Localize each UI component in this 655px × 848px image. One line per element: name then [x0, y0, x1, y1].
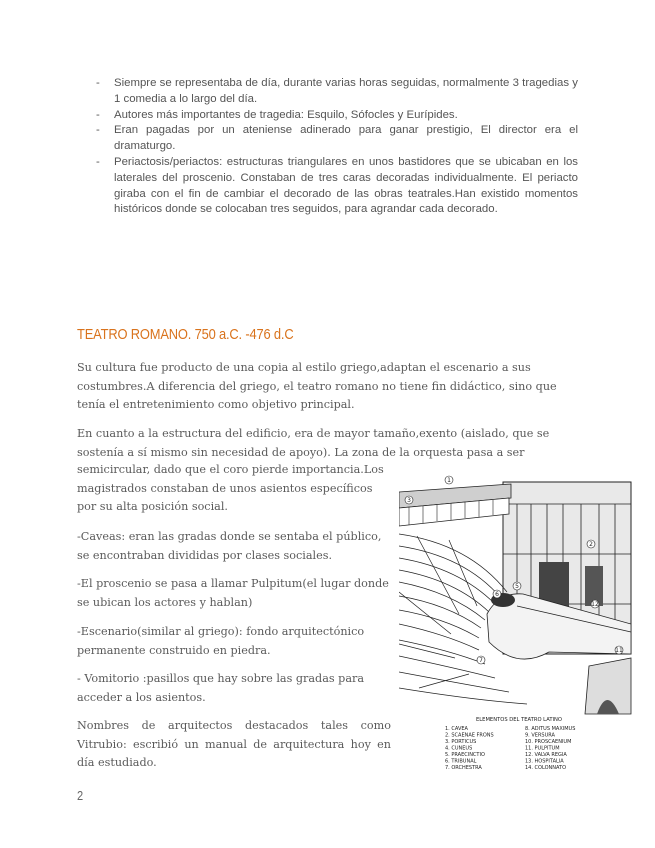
- escenario-paragraph: -Escenario(similar al griego): fondo arquitectónico permanente construido en piedra.: [77, 625, 365, 657]
- structure-paragraph-b: semicircular, dado que el coro pierde importancia.Los magistrados constaban de unos asientos específicos por su alta posición social.: [77, 463, 384, 513]
- legend-item: 10. PROSCAENIUM: [525, 739, 572, 745]
- bullet-list: [96, 76, 578, 218]
- svg-text:12: 12: [591, 601, 599, 608]
- legend-title: ELEMENTOS DEL TEATRO LATINO: [476, 717, 562, 723]
- bullet-item: - Siempre se representaba de día, durante varias horas seguidas, normalmente 3 tragedias y 1 comedia a lo largo del día.: [96, 76, 578, 108]
- svg-text:1: 1: [447, 477, 451, 484]
- legend-item: 13. HOSPITALIA: [525, 758, 564, 765]
- legend-item: 6. TRIBUNAL: [445, 758, 477, 765]
- bullet-item: - Periactosis/periactos: estructuras triangulares en unos bastidores que se ubicaban en los laterales del proscenio. Constaban de tres caras decoradas individualmente. El periacto giraba con el fin de cambiar el decorado de las obras teatrales.Han existido momentos históricos donde se colocaban tres seguidos, para agrandar cada decorado.: [96, 155, 578, 218]
- svg-text:3: 3: [407, 497, 411, 504]
- proscenio-paragraph: -El proscenio se pasa a llamar Pulpitum(el lugar donde se ubican los actores y hablan): [77, 577, 389, 609]
- legend-item: 1. CAVEA: [445, 726, 468, 732]
- structure-paragraph-a: En cuanto a la estructura del edificio, era de mayor tamaño,exento (aislado, que se sostenía a sí mismo sin necesidad de apoyo). La zona de la orquesta pasa a ser: [77, 427, 550, 459]
- arquitectos-paragraph: Nombres de arquitectos destacados tales como Vitrubio: escribió un manual de arquitectura hoy en día estudiado.: [77, 719, 391, 769]
- roman-theatre-illustration: [399, 474, 632, 770]
- vomitorio-paragraph: - Vomitorio :pasillos que hay sobre las gradas para acceder a los asientos.: [77, 672, 365, 704]
- legend-item: 5. PRAECINCTIO: [445, 752, 485, 758]
- svg-text:5: 5: [515, 583, 519, 590]
- bullet-item: - Autores más importantes de tragedia: Esquilo, Sófocles y Eurípides.: [96, 108, 578, 124]
- svg-text:7: 7: [479, 657, 483, 664]
- caveas-paragraph: -Caveas: eran las gradas donde se sentaba el público, se encontraban divididas por clases sociales.: [77, 530, 382, 562]
- legend-item: 2. SCAENAE FRONS: [445, 732, 494, 739]
- legend-item: 14. COLONNATO: [525, 765, 567, 770]
- bullet-item: - Eran pagadas por un ateniense adinerado para ganar prestigio, El director era el dramaturgo.: [96, 123, 578, 155]
- legend-item: 11. PULPITUM: [525, 745, 560, 752]
- intro-paragraph: Su cultura fue producto de una copia al estilo griego,adaptan el escenario a sus costumbres.A diferencia del griego, el teatro romano no tiene fin didáctico, sino que tenía el entretenimiento como objetivo principal.: [77, 361, 557, 411]
- svg-text:11: 11: [615, 647, 623, 654]
- legend-item: 4. CUNEUS: [445, 745, 473, 752]
- legend-item: 12. VALVA REGIA: [525, 752, 567, 758]
- section-title: TEATRO ROMANO. 750 a.C. -476 d.C: [77, 326, 294, 343]
- legend-item: 7. ORCHESTRA: [445, 765, 482, 770]
- legend-item: 9. VERSURA: [525, 732, 555, 739]
- svg-text:6: 6: [495, 591, 499, 598]
- legend-item: 8. ADITUS MAXIMUS: [525, 726, 576, 732]
- svg-text:2: 2: [589, 541, 593, 548]
- legend-item: 3. PORTICUS: [445, 739, 477, 745]
- page-number: 2: [77, 788, 84, 803]
